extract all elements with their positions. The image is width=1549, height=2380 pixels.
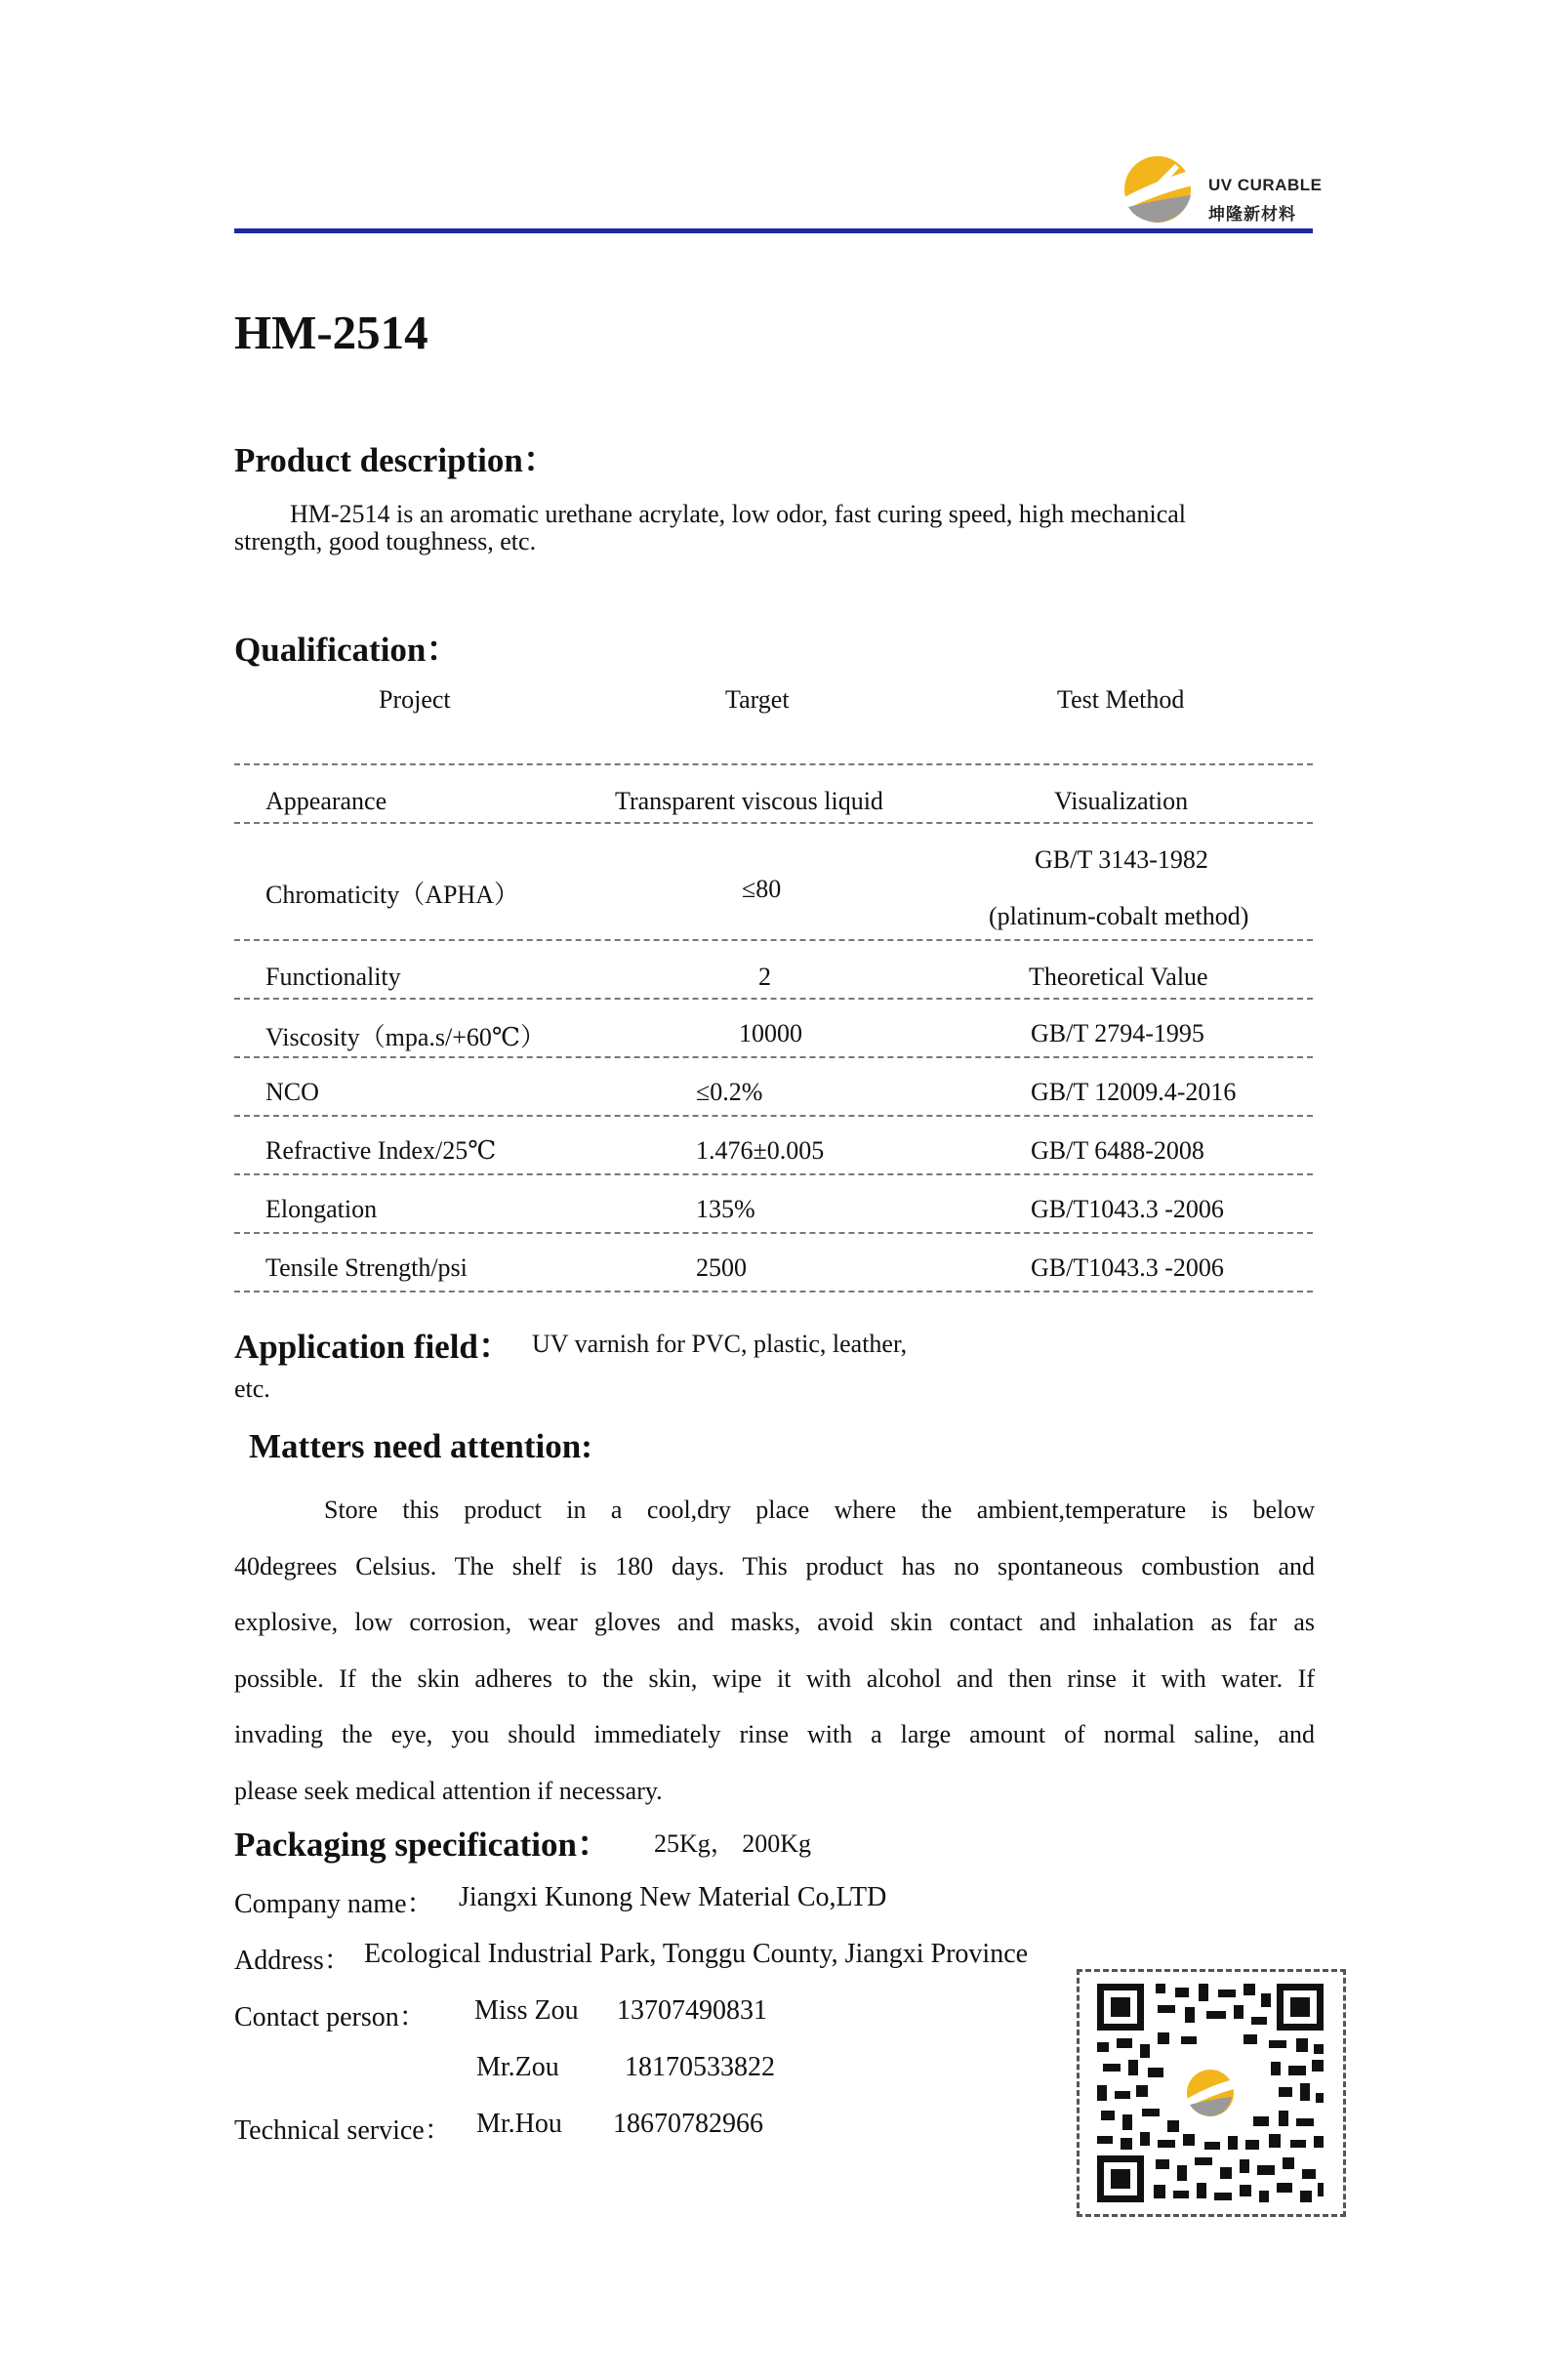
contact-label: Contact person：: [234, 2002, 427, 2032]
cell-project: Refractive Index/25℃: [265, 1136, 497, 1165]
table-bottom-rule: [234, 1291, 1313, 1293]
packaging-heading: Packaging specification：: [234, 1826, 611, 1864]
table-header: [234, 674, 1313, 763]
cell-target: ≤80: [742, 875, 782, 903]
cell-method: GB/T1043.3 -2006: [1031, 1195, 1224, 1223]
attention-line: possible. If the skin adheres to the skin, wipe it with alcohol and then rinse it with water. If: [234, 1663, 1315, 1693]
cell-method-note: (platinum-cobalt method): [989, 902, 1249, 930]
cell-project: Functionality: [265, 963, 401, 991]
qualification-table: [234, 674, 1313, 1293]
page-title: HM-2514: [234, 306, 428, 359]
cell-method: GB/T 6488-2008: [1031, 1136, 1204, 1165]
header-rule: [234, 228, 1313, 233]
attention-line: invading the eye, you should immediately rinse with a large amount of normal saline, and: [234, 1720, 1315, 1748]
logo-mark-icon: [1121, 150, 1199, 228]
cell-target: 10000: [739, 1019, 802, 1047]
attention-line: Store this product in a cool,dry place where the ambient,temperature is below: [324, 1496, 1315, 1524]
logo-text-cn: 坤隆新材料: [1208, 205, 1296, 225]
tech-service-phone: 18670782966: [613, 2109, 763, 2139]
cell-method: Theoretical Value: [1029, 963, 1208, 991]
address-label: Address：: [234, 1946, 351, 1976]
contact-phone: 18170533822: [625, 2052, 775, 2082]
column-header-target: Target: [725, 685, 790, 714]
table-row: [234, 1232, 1313, 1291]
cell-project: Chromaticity（APHA）: [265, 881, 519, 909]
description-text-line2: strength, good toughness, etc.: [234, 527, 537, 555]
description-text-line1: HM-2514 is an aromatic urethane acrylate, low odor, fast curing speed, high mechanical: [290, 500, 1187, 528]
cell-method: GB/T 12009.4-2016: [1031, 1078, 1237, 1106]
table-row: [234, 939, 1313, 998]
cell-project: Elongation: [265, 1195, 378, 1223]
cell-target: 2500: [696, 1253, 747, 1282]
attention-paragraph: [234, 1482, 1315, 1819]
cell-project: NCO: [265, 1078, 319, 1106]
cell-method: GB/T 3143-1982: [1035, 845, 1208, 874]
qualification-heading: Qualification：: [234, 631, 461, 669]
tech-service-name: Mr.Hou: [476, 2109, 562, 2139]
company-name-label: Company name：: [234, 1889, 434, 1919]
table-row: [234, 998, 1313, 1056]
column-header-project: Project: [379, 685, 451, 714]
application-text-line2: etc.: [234, 1375, 270, 1403]
logo-text-en: UV CURABLE: [1208, 176, 1323, 194]
cell-target: Transparent viscous liquid: [615, 787, 883, 815]
company-name-value: Jiangxi Kunong New Material Co,LTD: [459, 1882, 887, 1912]
cell-project: Tensile Strength/psi: [265, 1253, 468, 1282]
application-heading: Application field：: [234, 1328, 512, 1366]
description-heading: Product description：: [234, 441, 557, 479]
qr-code: [1077, 1969, 1346, 2217]
qr-code-icon: [1080, 1972, 1343, 2214]
column-header-method: Test Method: [1057, 685, 1185, 714]
attention-line: 40degrees Celsius. The shelf is 180 days. This product has no spontaneous combustion and: [234, 1551, 1315, 1580]
cell-method: Visualization: [1054, 787, 1189, 815]
cell-target: 2: [758, 963, 771, 991]
contact-phone: 13707490831: [617, 1995, 767, 2026]
table-row: [234, 822, 1313, 939]
table-row: [234, 1115, 1313, 1173]
table-row: [234, 763, 1313, 822]
cell-target: 1.476±0.005: [696, 1136, 825, 1165]
table-row: [234, 1056, 1313, 1115]
table-row: [234, 1173, 1313, 1232]
tech-service-label: Technical service：: [234, 2115, 452, 2146]
packaging-value: 25Kg， 200Kg: [654, 1829, 812, 1858]
attention-line: please seek medical attention if necessary.: [234, 1776, 663, 1805]
cell-target: 135%: [696, 1195, 755, 1223]
attention-heading: Matters need attention:: [249, 1427, 592, 1465]
cell-target: ≤0.2%: [696, 1078, 763, 1106]
cell-method: GB/T 2794-1995: [1031, 1019, 1204, 1047]
contact-name: Mr.Zou: [476, 2052, 559, 2082]
application-text-line1: UV varnish for PVC, plastic, leather,: [532, 1330, 908, 1358]
address-value: Ecological Industrial Park, Tonggu County, Jiangxi Province: [364, 1939, 1029, 1969]
attention-line: explosive, low corrosion, wear gloves and masks, avoid skin contact and inhalation as far as: [234, 1608, 1315, 1636]
contact-name: Miss Zou: [474, 1995, 579, 2026]
cell-method: GB/T1043.3 -2006: [1031, 1253, 1224, 1282]
cell-project: Viscosity（mpa.s/+60℃）: [265, 1023, 547, 1051]
cell-project: Appearance: [265, 787, 387, 815]
